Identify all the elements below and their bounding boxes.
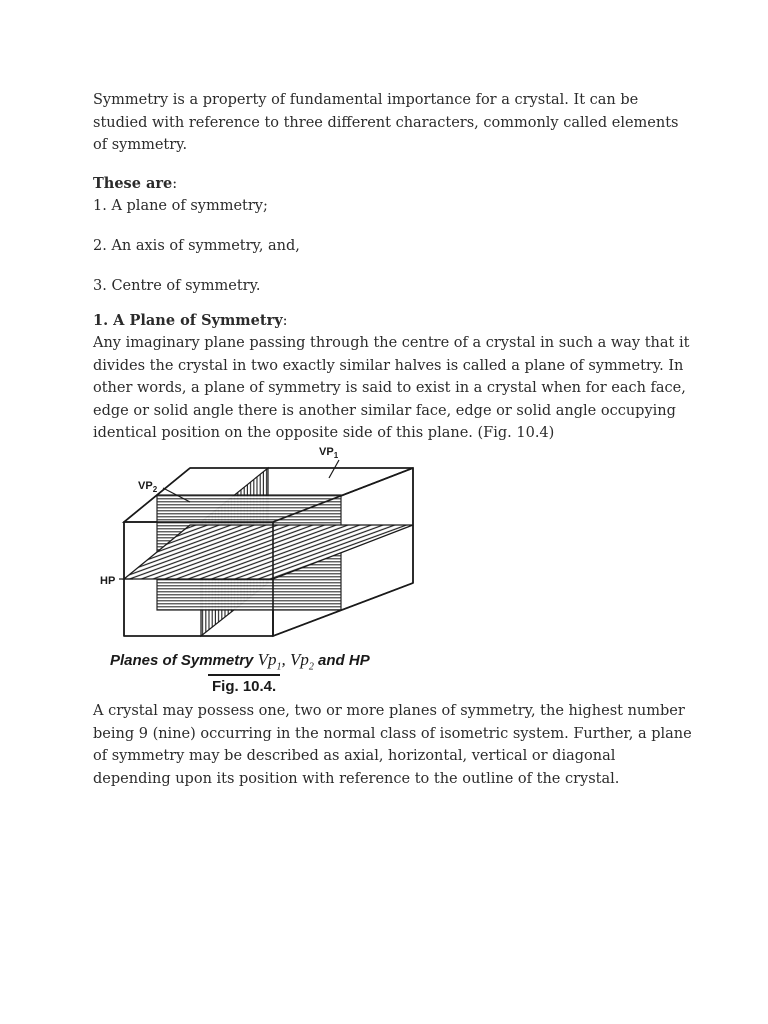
vp1-leader <box>329 460 339 478</box>
caption-vp2-main: Vp <box>289 650 309 669</box>
section-heading-label: 1. A Plane of Symmetry <box>93 311 283 329</box>
element-item-3: 3. Centre of symmetry. <box>93 278 261 294</box>
these-are-colon: : <box>172 175 178 192</box>
caption-prefix: Planes of Symmetry <box>110 652 254 669</box>
figure-planes-of-symmetry <box>93 438 423 700</box>
document-body <box>93 89 693 445</box>
label-vp1 <box>319 446 339 460</box>
these-are-heading <box>93 173 693 196</box>
caption-sep: , <box>281 650 290 669</box>
section-heading-colon: : <box>282 312 288 329</box>
element-item-2: 2. An axis of symmetry, and, <box>93 238 300 254</box>
label-vp2 <box>138 480 158 494</box>
intro-paragraph: Symmetry is a property of fundamental importance for a crystal. It can be studied with reference to three different characters, commonly called elements of symmetry. <box>93 92 679 153</box>
label-vp1-sub: 1 <box>333 451 339 460</box>
label-vp1-main: VP <box>319 446 334 458</box>
crystal-diagram <box>93 438 423 648</box>
caption-vp1 <box>257 650 314 673</box>
closing-section <box>93 700 693 790</box>
these-are-label: These are <box>93 174 173 192</box>
element-item-1: 1. A plane of symmetry; <box>93 198 268 214</box>
label-vp2-main: VP <box>138 480 153 492</box>
figure-caption <box>110 650 370 672</box>
caption-vp1-sub: 1 <box>276 661 282 673</box>
label-hp: HP <box>100 575 116 587</box>
caption-vp1-main: Vp <box>257 650 277 669</box>
section-body: Any imaginary plane passing through the centre of a crystal in such a way that it divides the crystal in two exactly similar halves is called a plane of symmetry. In other words, a plane of symmetry is said to exist in a crystal when for each face, edge or solid angle there is another similar face, edge or solid angle occupying identical position on the opposite side of this plane. (Fig. 10.4) <box>93 335 690 441</box>
closing-paragraph: A crystal may possess one, two or more planes of symmetry, the highest number being 9 (nine) occurring in the normal class of isometric system. Further, a plane of symmetry may be described as axial, horizontal, vertical or diagonal depending upon its position with reference to the outline of the crystal. <box>93 703 692 787</box>
section-heading <box>93 310 693 333</box>
label-vp2-sub: 2 <box>152 485 158 494</box>
caption-vp2-sub: 2 <box>308 661 314 673</box>
figure-number: Fig. 10.4. <box>208 674 280 695</box>
caption-and: and <box>318 652 345 669</box>
caption-hp: HP <box>348 652 370 669</box>
